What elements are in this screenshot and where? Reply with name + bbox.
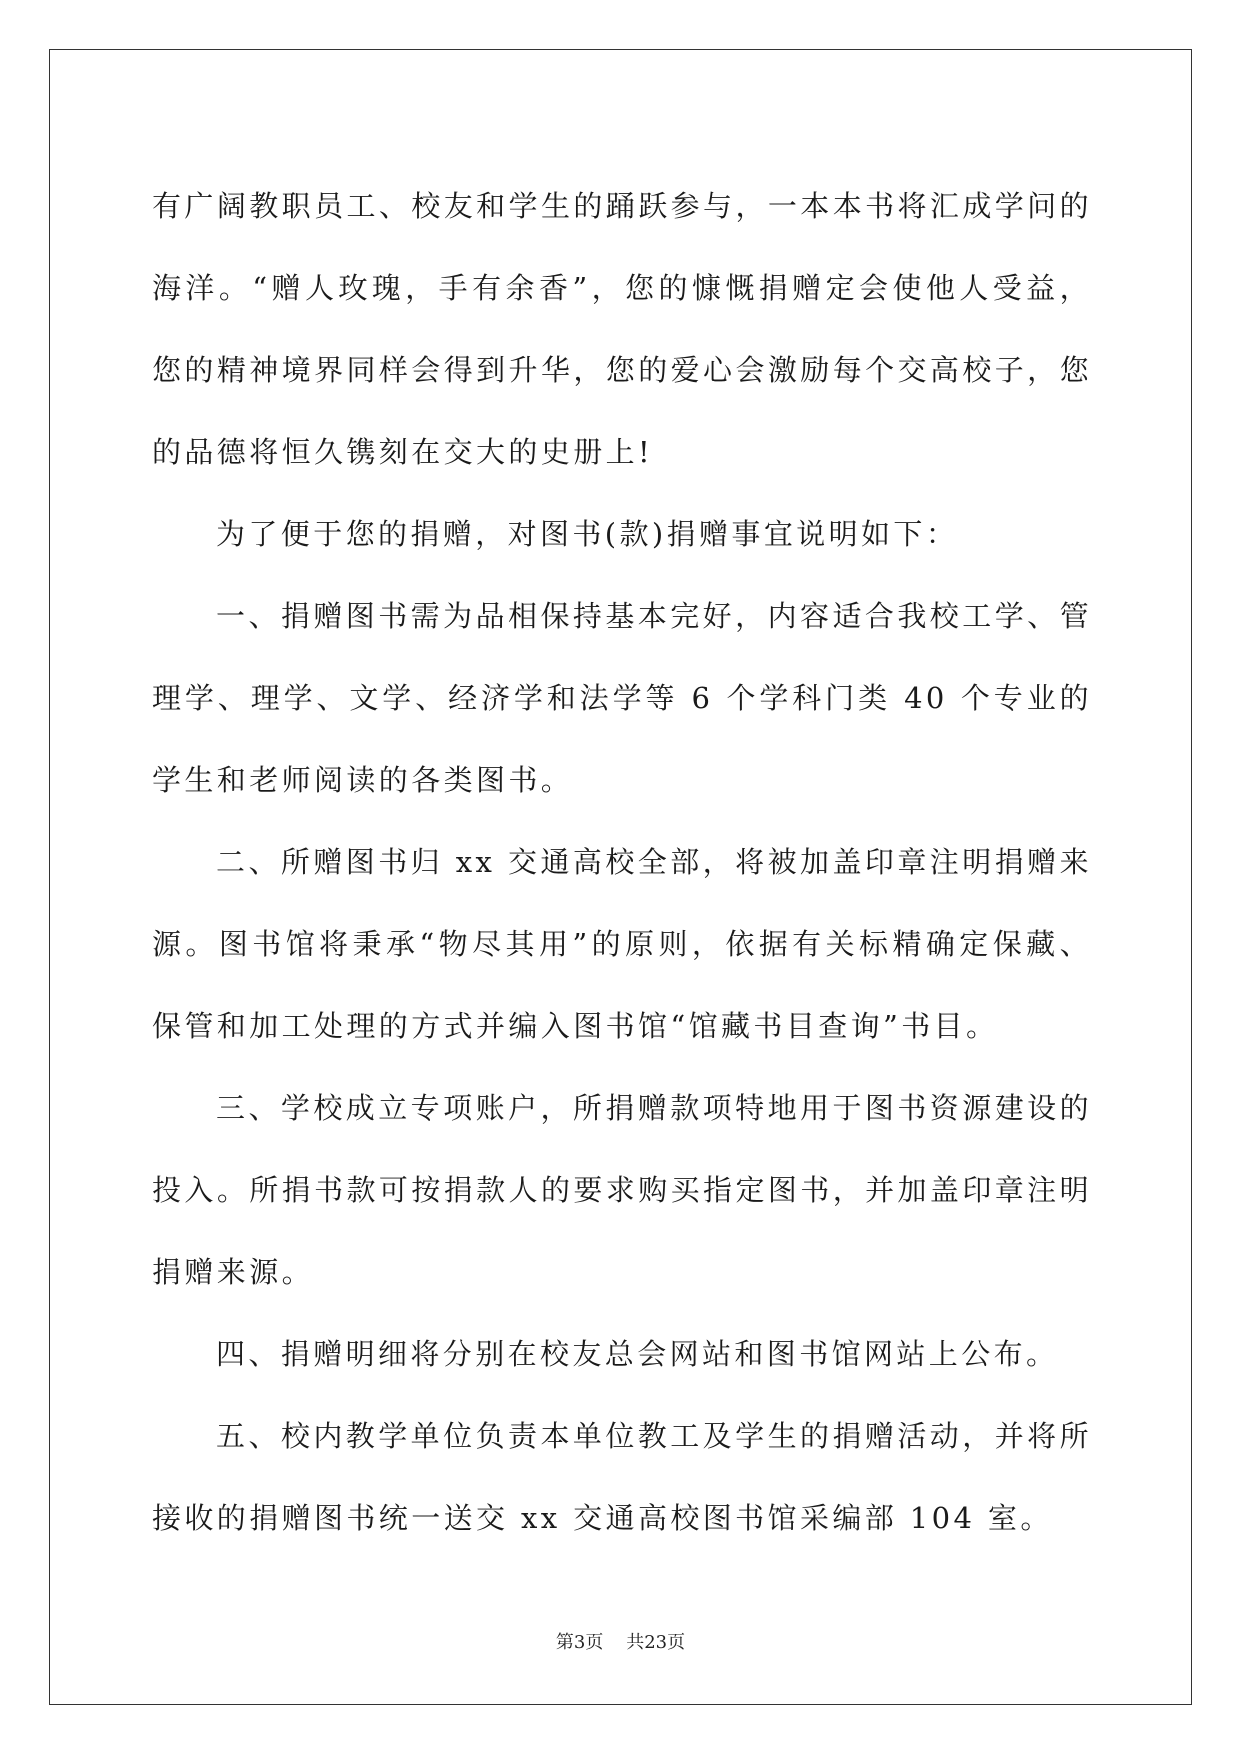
paragraph-1: 有广阔教职员工、校友和学生的踊跃参与，一本本书将汇成学问的海洋。“赠人玫瑰，手有余香”，您的慷慨捐赠定会使他人受益，您的精神境界同样会得到升华，您的爱心会激励每个交高校子，您的品德将恒久镌刻在交大的史册上! xyxy=(152,189,1092,469)
paragraph-4: 二、所赠图书归 xx 交通高校全部，将被加盖印章注明捐赠来源。图书馆将秉承“物尽其用”的原则，依据有关标精确定保藏、保管和加工处理的方式并编入图书馆“馆藏书目查询”书目。 xyxy=(152,845,1092,1043)
page-footer xyxy=(0,1628,1241,1654)
paragraph-2: 为了便于您的捐赠，对图书(款)捐赠事宜说明如下： xyxy=(216,517,959,551)
paragraph-3: 一、捐赠图书需为品相保持基本完好，内容适合我校工学、管理学、理学、文学、经济学和法学等 6 个学科门类 40 个专业的学生和老师阅读的各类图书。 xyxy=(152,599,1092,797)
paragraph-6: 四、捐赠明细将分别在校友总会网站和图书馆网站上公布。 xyxy=(216,1337,1059,1371)
paragraph-5: 三、学校成立专项账户，所捐赠款项特地用于图书资源建设的投入。所捐书款可按捐款人的要求购买指定图书，并加盖印章注明捐赠来源。 xyxy=(152,1091,1092,1289)
document-body xyxy=(152,165,1092,1559)
page-number: 第3页 xyxy=(555,1632,604,1653)
page-total: 共23页 xyxy=(626,1632,686,1653)
paragraph-7: 五、校内教学单位负责本单位教工及学生的捐赠活动，并将所接收的捐赠图书统一送交 xx 交通高校图书馆采编部 104 室。 xyxy=(152,1419,1092,1535)
